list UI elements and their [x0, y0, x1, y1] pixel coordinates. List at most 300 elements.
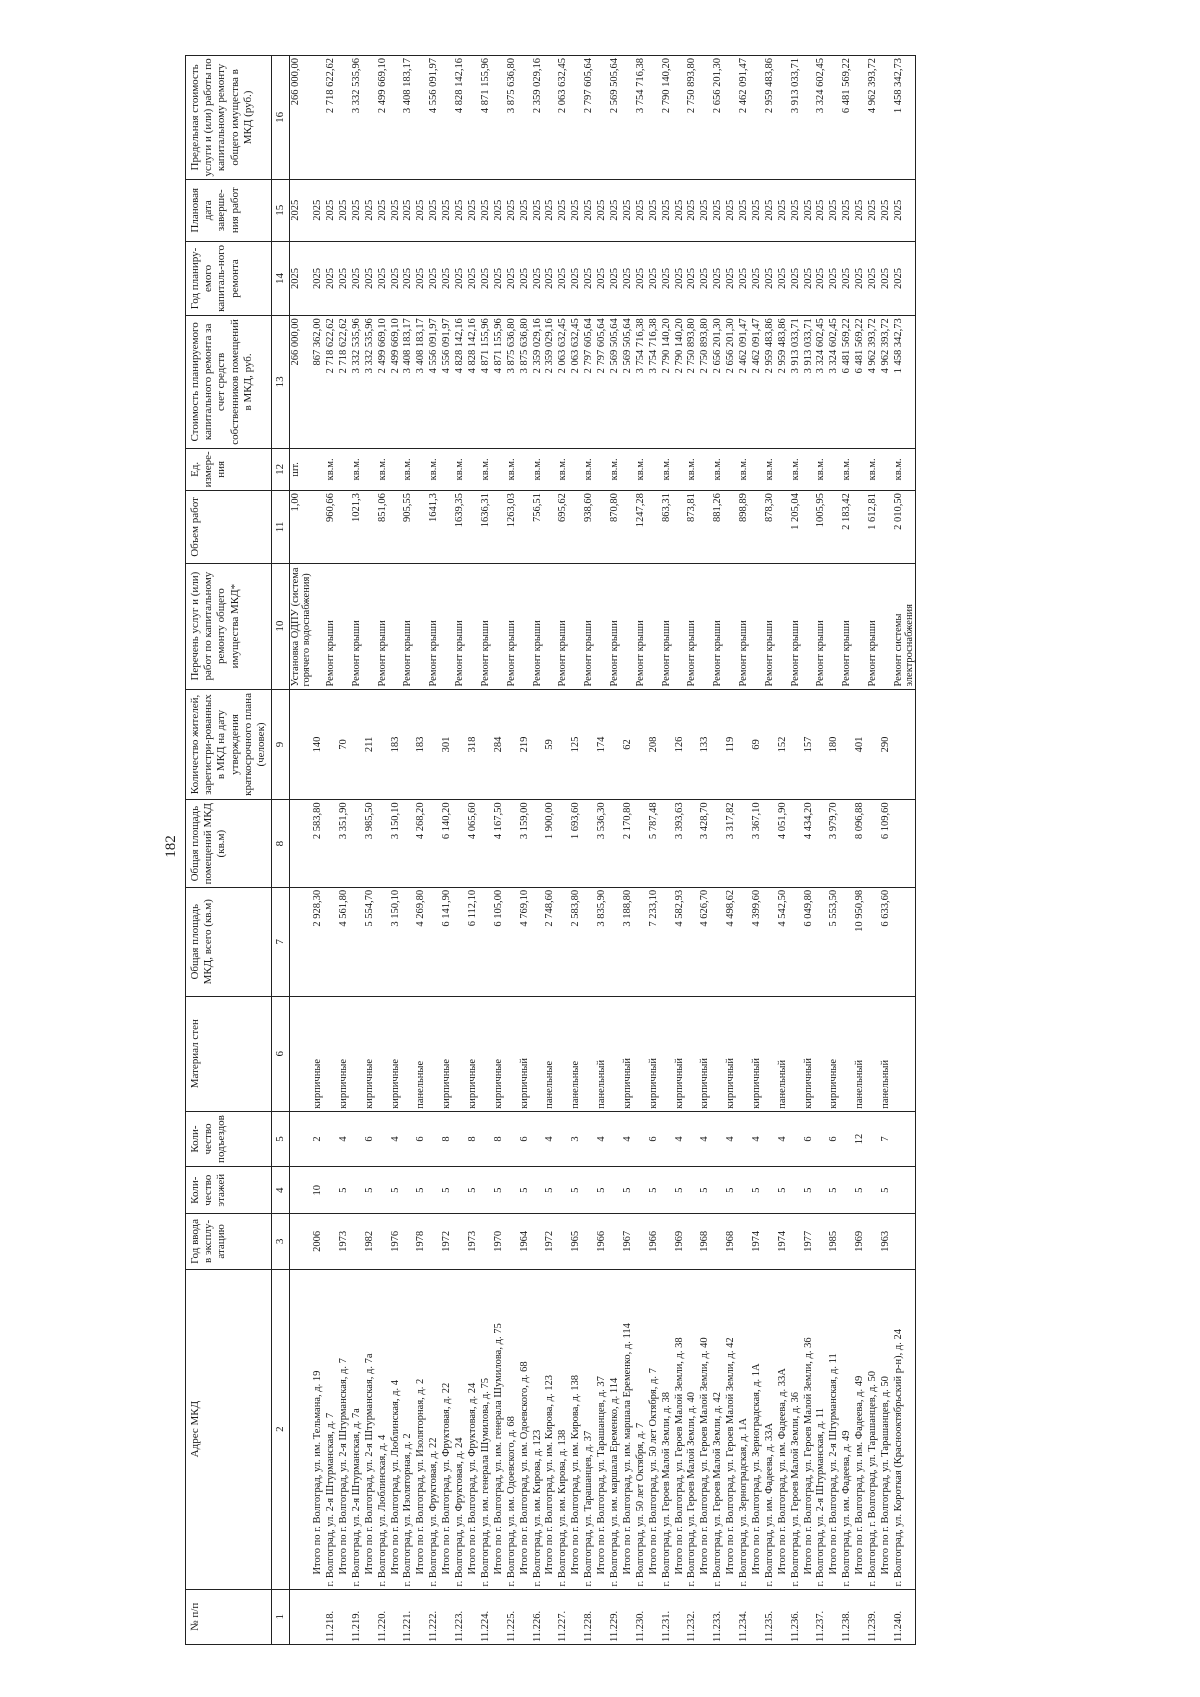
table-cell: 3 408 183,17 [402, 56, 415, 180]
table-cell [751, 56, 764, 180]
table-cell: 938,60 [583, 491, 596, 564]
table-cell: 6 140,20 [441, 800, 454, 887]
table-cell [893, 689, 916, 800]
table-cell [841, 1167, 854, 1214]
table-cell [557, 887, 570, 996]
table-cell [699, 563, 712, 689]
table-cell: кирпичные [338, 996, 351, 1111]
table-cell: 2 959 483,86 [764, 316, 777, 448]
table-cell [725, 1589, 738, 1644]
table-cell: кв.м. [815, 448, 828, 491]
table-cell: 11.221. [402, 1589, 415, 1644]
table-row [686, 56, 699, 1645]
table-cell [480, 1167, 493, 1214]
table-cell [390, 491, 403, 564]
table-cell [493, 563, 506, 689]
table-cell: 1247,28 [635, 491, 648, 564]
table-cell: 11.230. [635, 1589, 648, 1644]
table-cell [583, 1214, 596, 1269]
table-cell: Ремонт крыши [557, 563, 570, 689]
table-cell: 4 167,50 [493, 800, 506, 887]
table-cell: Ремонт крыши [351, 563, 364, 689]
table-cell: кв.м. [738, 448, 751, 491]
table-cell: 2025 [661, 179, 674, 241]
table-cell: 2025 [803, 179, 816, 241]
table-cell: панельный [880, 996, 893, 1111]
table-cell [290, 1589, 313, 1644]
table-cell: 2025 [441, 241, 454, 316]
table-cell: Итого по г. Волгоград, ул. им. Фадеева, д. 33А [777, 1269, 790, 1589]
table-cell: 2025 [570, 179, 583, 241]
table-cell: 5 [674, 1167, 687, 1214]
table-cell: г. Волгоград, ул. им. Кирова, д. 123 [532, 1269, 545, 1589]
table-cell [454, 996, 467, 1111]
table-cell [557, 1214, 570, 1269]
table-cell [674, 491, 687, 564]
table-cell [532, 800, 545, 887]
table-cell [428, 800, 441, 887]
table-cell [686, 887, 699, 996]
table-cell [725, 448, 738, 491]
table-cell: 3 332 535,96 [351, 316, 364, 448]
table-cell [648, 1589, 661, 1644]
table-cell [583, 1111, 596, 1166]
table-cell: 2025 [402, 241, 415, 316]
table-cell [402, 1111, 415, 1166]
table-cell: 11.231. [661, 1589, 674, 1644]
table-cell [854, 491, 867, 564]
table-row [570, 56, 583, 1645]
table-cell: Итого по г. Волгоград, ул. Героев Малой Земли, д. 38 [674, 1269, 687, 1589]
table-row [622, 56, 635, 1645]
table-cell [841, 1214, 854, 1269]
table-cell: 2025 [290, 241, 313, 316]
table-cell [751, 1589, 764, 1644]
table-cell: 3 159,00 [519, 800, 532, 887]
table-cell: 2025 [854, 241, 867, 316]
table-cell [661, 1214, 674, 1269]
table-cell [493, 56, 506, 180]
table-cell: 3 332 535,96 [351, 56, 364, 180]
table-cell [661, 996, 674, 1111]
table-cell: кирпичные [364, 996, 377, 1111]
table-cell: 2 170,80 [622, 800, 635, 887]
table-cell [312, 1589, 325, 1644]
table-cell: 2025 [454, 179, 467, 241]
table-cell [686, 689, 699, 800]
table-cell [377, 1214, 390, 1269]
table-row [583, 56, 596, 1645]
table-cell [648, 563, 661, 689]
table-cell [415, 1589, 428, 1644]
table-cell [441, 1589, 454, 1644]
table-cell [415, 491, 428, 564]
table-cell: 140 [312, 689, 325, 800]
column-number: 4 [272, 1167, 290, 1214]
table-cell: 5 553,50 [828, 887, 841, 996]
table-row [635, 56, 648, 1645]
table-cell: 2025 [467, 179, 480, 241]
table-cell [712, 800, 725, 887]
table-cell: 4 [596, 1111, 609, 1166]
table-cell [622, 448, 635, 491]
table-cell: 2 499 669,10 [377, 316, 390, 448]
table-cell [803, 1589, 816, 1644]
table-cell [351, 1111, 364, 1166]
table-cell [596, 56, 609, 180]
table-cell [532, 1111, 545, 1166]
table-cell: 6 [415, 1111, 428, 1166]
table-cell: 2 656 201,30 [712, 316, 725, 448]
table-cell: 2025 [880, 179, 893, 241]
column-number: 11 [272, 491, 290, 564]
table-cell [532, 1214, 545, 1269]
table-cell: 2 583,80 [570, 887, 583, 996]
table-cell: 2025 [415, 241, 428, 316]
table-cell: Итого по г. Волгоград, ул. им. Тельмана, д. 19 [312, 1269, 325, 1589]
table-cell: кв.м. [712, 448, 725, 491]
table-cell: 2 359 029,16 [544, 316, 557, 448]
column-number: 12 [272, 448, 290, 491]
table-row [815, 56, 828, 1645]
table-cell: 4 962 393,72 [867, 316, 880, 448]
table-row [519, 56, 532, 1645]
table-cell [596, 563, 609, 689]
table-cell [893, 1214, 916, 1269]
table-cell: кв.м. [686, 448, 699, 491]
table-cell: Итого по г. Волгоград, ул. 50 лет Октября, д. 7 [648, 1269, 661, 1589]
table-cell [493, 491, 506, 564]
table-cell [803, 491, 816, 564]
table-cell [290, 996, 313, 1111]
table-cell [609, 1111, 622, 1166]
table-cell: 2 569 505,64 [609, 56, 622, 180]
table-row [338, 56, 351, 1645]
table-cell: 2 569 505,64 [622, 316, 635, 448]
table-cell: 5 [854, 1167, 867, 1214]
table-cell: кв.м. [325, 448, 338, 491]
table-cell [480, 689, 493, 800]
table-cell [364, 56, 377, 180]
table-cell [454, 1214, 467, 1269]
table-cell [312, 491, 325, 564]
table-cell: 4 871 155,96 [493, 316, 506, 448]
table-cell: 183 [415, 689, 428, 800]
table-cell: 11.227. [557, 1589, 570, 1644]
table-cell: г. Волгоград, ул. Героев Малой Земли, д. 36 [790, 1269, 803, 1589]
table-cell: 290 [880, 689, 893, 800]
table-cell [377, 887, 390, 996]
table-cell: 2 462 091,47 [738, 56, 751, 180]
table-cell: кирпичные [312, 996, 325, 1111]
table-cell [351, 1214, 364, 1269]
table-cell: 3 408 183,17 [402, 316, 415, 448]
table-cell: 11.219. [351, 1589, 364, 1644]
table-cell: 2025 [441, 179, 454, 241]
table-cell [544, 563, 557, 689]
table-cell: 6 481 569,22 [841, 56, 854, 180]
table-cell: г. Волгоград, ул. Героев Малой Земли, д. 42 [712, 1269, 725, 1589]
table-cell: 1636,31 [480, 491, 493, 564]
table-cell: 5 [570, 1167, 583, 1214]
table-cell: 5 [467, 1167, 480, 1214]
table-cell: 3 913 033,71 [790, 316, 803, 448]
table-cell: г. Волгоград, ул. Фруктовая, д. 22 [428, 1269, 441, 1589]
table-cell: 881,26 [712, 491, 725, 564]
table-cell: 2025 [712, 241, 725, 316]
table-cell: 2025 [583, 179, 596, 241]
table-cell: 2025 [338, 179, 351, 241]
table-cell: 2025 [290, 179, 313, 241]
table-cell: Ремонт крыши [532, 563, 545, 689]
table-cell [377, 689, 390, 800]
table-cell: 2025 [519, 241, 532, 316]
table-row [648, 56, 661, 1645]
table-cell [493, 448, 506, 491]
table-cell: 6 049,80 [803, 887, 816, 996]
table-cell: 2025 [674, 241, 687, 316]
table-cell [519, 448, 532, 491]
table-cell: 3 408 183,17 [415, 316, 428, 448]
table-cell [712, 1167, 725, 1214]
table-cell [377, 1167, 390, 1214]
table-cell: 4 871 155,96 [480, 56, 493, 180]
table-cell: 4 434,20 [803, 800, 816, 887]
table-cell [738, 887, 751, 996]
table-cell: 3 985,50 [364, 800, 377, 887]
table-cell: 2 183,42 [841, 491, 854, 564]
table-cell: 2025 [622, 179, 635, 241]
table-cell [312, 56, 325, 180]
column-header: Коли-чество подъездов [186, 1111, 272, 1166]
table-cell [828, 491, 841, 564]
table-cell: 2 063 632,45 [557, 56, 570, 180]
table-cell: 11.233. [712, 1589, 725, 1644]
table-cell: кв.м. [351, 448, 364, 491]
table-cell [441, 448, 454, 491]
table-cell [338, 448, 351, 491]
table-cell: 4 542,50 [777, 887, 790, 996]
table-cell [712, 689, 725, 800]
table-cell [712, 996, 725, 1111]
table-cell: 3 317,82 [725, 800, 738, 887]
table-cell: Ремонт крыши [841, 563, 854, 689]
table-row [493, 56, 506, 1645]
table-row [506, 56, 519, 1645]
table-cell: 2025 [867, 179, 880, 241]
table-cell [635, 996, 648, 1111]
table-cell: 4 065,60 [467, 800, 480, 887]
table-cell [893, 887, 916, 996]
table-cell: 2025 [415, 179, 428, 241]
table-cell [777, 491, 790, 564]
table-cell [635, 1111, 648, 1166]
table-cell: 5 [699, 1167, 712, 1214]
table-cell: 2025 [454, 241, 467, 316]
column-number: 7 [272, 887, 290, 996]
table-cell: 2025 [428, 179, 441, 241]
table-cell [428, 1111, 441, 1166]
table-cell: 4 871 155,96 [480, 316, 493, 448]
table-cell: 2025 [351, 241, 364, 316]
table-cell: Итого по г. Волгоград, ул. Фруктовая, д. 22 [441, 1269, 454, 1589]
table-cell: 11.220. [377, 1589, 390, 1644]
table-cell: г. Волгоград, ул. 50 лет Октября, д. 7 [635, 1269, 648, 1589]
table-cell: 7 233,10 [648, 887, 661, 996]
table-cell [635, 1167, 648, 1214]
table-cell [519, 491, 532, 564]
table-cell: г. Волгоград, ул. им. генерала Шумилова, д. 75 [480, 1269, 493, 1589]
table-cell [570, 448, 583, 491]
table-row [467, 56, 480, 1645]
table-cell [764, 996, 777, 1111]
table-cell: 4 561,80 [338, 887, 351, 996]
table-cell: 2025 [738, 179, 751, 241]
table-cell: г. Волгоград, ул. Люблинская, д. 4 [377, 1269, 390, 1589]
table-cell: Итого по г. Волгоград, ул. Фруктовая, д. 24 [467, 1269, 480, 1589]
table-cell: Ремонт крыши [686, 563, 699, 689]
table-cell [402, 689, 415, 800]
table-cell: 4 [544, 1111, 557, 1166]
table-cell [648, 56, 661, 180]
table-cell: 867 362,00 [312, 316, 325, 448]
table-cell [583, 800, 596, 887]
table-cell [338, 56, 351, 180]
table-cell [557, 996, 570, 1111]
table-cell [815, 996, 828, 1111]
table-cell: 2 569 505,64 [609, 316, 622, 448]
table-cell: г. Волгоград, ул. Зерноградская, д. 1А [738, 1269, 751, 1589]
table-cell: 2 499 669,10 [390, 316, 403, 448]
table-cell [867, 1167, 880, 1214]
table-cell: Ремонт крыши [712, 563, 725, 689]
table-cell [764, 1214, 777, 1269]
table-row [544, 56, 557, 1645]
table-cell: 2025 [751, 179, 764, 241]
table-cell: 2025 [764, 179, 777, 241]
table-cell [893, 800, 916, 887]
table-cell: 1968 [725, 1214, 738, 1269]
table-cell: Ремонт крыши [325, 563, 338, 689]
table-cell: Ремонт крыши [790, 563, 803, 689]
table-cell: 3 [570, 1111, 583, 1166]
table-cell: 11.222. [428, 1589, 441, 1644]
table-row [841, 56, 854, 1645]
table-cell: 2025 [648, 179, 661, 241]
table-cell: 873,81 [686, 491, 699, 564]
table-row [532, 56, 545, 1645]
table-cell [893, 1111, 916, 1166]
table-cell [686, 1214, 699, 1269]
table-row [712, 56, 725, 1645]
table-cell [532, 1167, 545, 1214]
table-cell [583, 887, 596, 996]
table-cell: 3 393,63 [674, 800, 687, 887]
table-cell [454, 887, 467, 996]
table-cell: 2 750 893,80 [699, 316, 712, 448]
table-cell: Ремонт крыши [480, 563, 493, 689]
table-row [880, 56, 893, 1645]
table-cell: г. Волгоград, ул. им. маршала Еременко, д. 114 [609, 1269, 622, 1589]
table-cell: 3 754 716,38 [635, 316, 648, 448]
table-cell: 5 [622, 1167, 635, 1214]
table-cell [777, 1589, 790, 1644]
table-cell [467, 448, 480, 491]
table-cell: 2025 [803, 241, 816, 316]
table-cell [725, 56, 738, 180]
column-number: 13 [272, 316, 290, 448]
table-cell [841, 996, 854, 1111]
table-cell: 2 748,60 [544, 887, 557, 996]
table-cell: кирпичные [441, 996, 454, 1111]
table-cell: 960,66 [325, 491, 338, 564]
table-cell [699, 448, 712, 491]
table-cell: 2 797 605,64 [583, 56, 596, 180]
table-cell: 401 [854, 689, 867, 800]
table-cell: 4 [674, 1111, 687, 1166]
table-cell [377, 800, 390, 887]
table-cell: Ремонт крыши [506, 563, 519, 689]
table-cell: Итого по г. Волгоград, ул. Тарашанцев, д. 50 [880, 1269, 893, 1589]
table-cell: 133 [699, 689, 712, 800]
table-cell: 284 [493, 689, 506, 800]
table-cell: 6 [828, 1111, 841, 1166]
table-cell: 5 [880, 1167, 893, 1214]
table-cell [338, 1589, 351, 1644]
table-cell: 2025 [725, 241, 738, 316]
table-cell: 3 875 636,80 [506, 316, 519, 448]
table-cell: 3 835,90 [596, 887, 609, 996]
table-cell: 5 [519, 1167, 532, 1214]
table-row [596, 56, 609, 1645]
table-row [428, 56, 441, 1645]
table-cell [854, 563, 867, 689]
table-cell: кв.м. [635, 448, 648, 491]
table-cell [570, 56, 583, 180]
table-cell: 2 499 669,10 [377, 56, 390, 180]
table-cell [699, 56, 712, 180]
column-number: 9 [272, 689, 290, 800]
column-header: Общая площадь помещений МКД (кв.м) [186, 800, 272, 887]
table-cell: кв.м. [609, 448, 622, 491]
table-cell: кв.м. [583, 448, 596, 491]
table-row [557, 56, 570, 1645]
table-cell [338, 563, 351, 689]
table-cell: 4 769,10 [519, 887, 532, 996]
table-cell: 11.223. [454, 1589, 467, 1644]
table-cell [583, 689, 596, 800]
table-cell: 3 324 602,45 [815, 316, 828, 448]
table-cell: 5 [544, 1167, 557, 1214]
table-cell [622, 563, 635, 689]
table-cell [428, 996, 441, 1111]
table-cell [377, 1111, 390, 1166]
table-cell [544, 491, 557, 564]
table-cell: 3 150,10 [390, 887, 403, 996]
table-cell: 2025 [686, 241, 699, 316]
table-cell: 1982 [364, 1214, 377, 1269]
table-cell [290, 1167, 313, 1214]
table-cell [506, 800, 519, 887]
table-cell: 11.229. [609, 1589, 622, 1644]
table-cell: 4 [751, 1111, 764, 1166]
table-cell [661, 1167, 674, 1214]
table-cell: 8 [441, 1111, 454, 1166]
table-cell: 1974 [777, 1214, 790, 1269]
table-cell: 2025 [480, 241, 493, 316]
table-cell [790, 800, 803, 887]
table-cell [803, 448, 816, 491]
